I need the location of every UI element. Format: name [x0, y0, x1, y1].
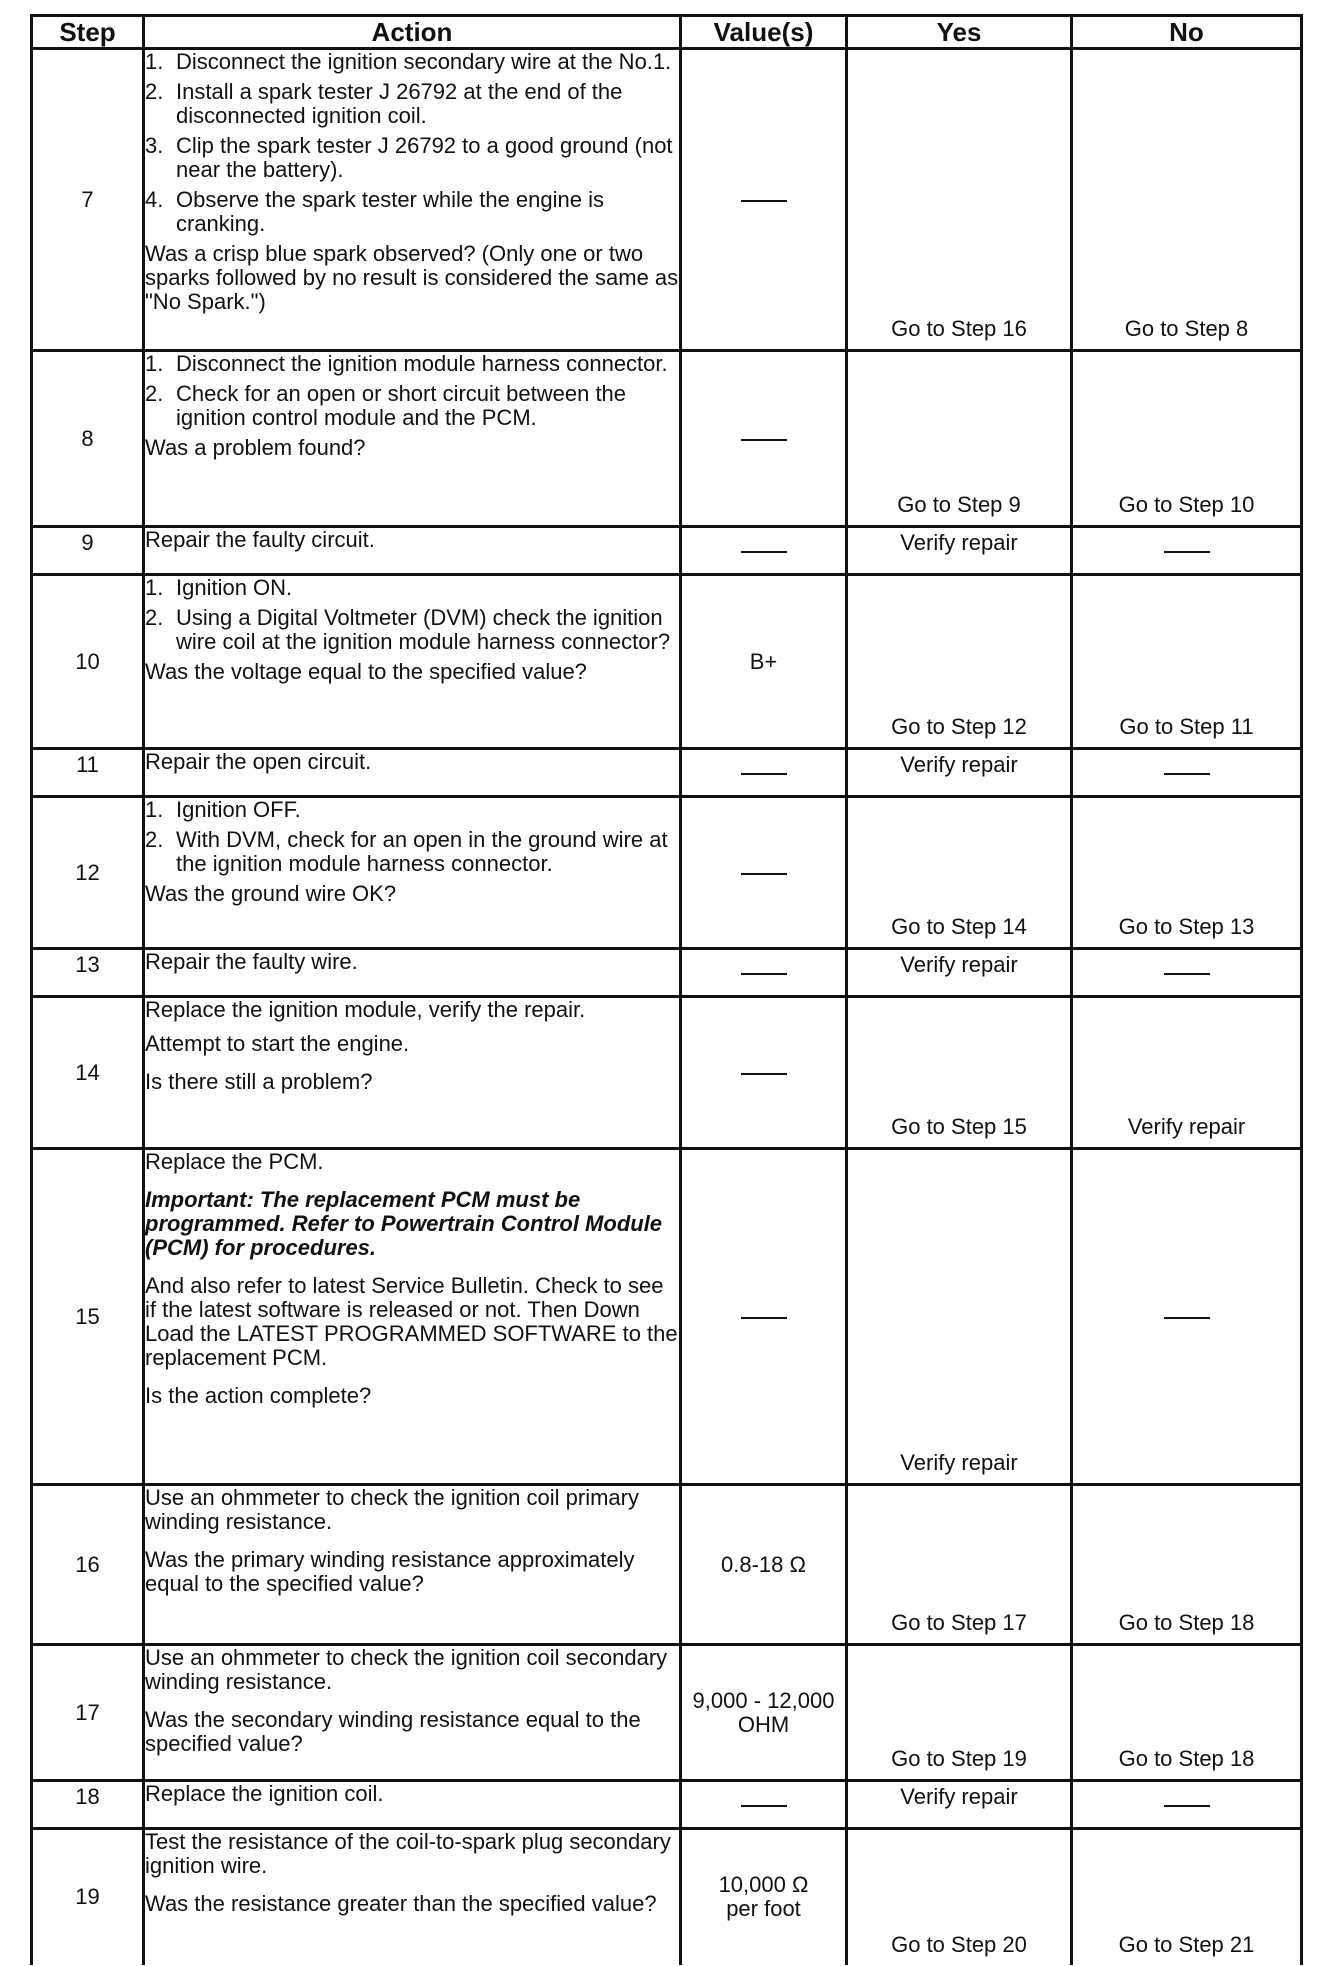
question-text: Was the ground wire OK?	[145, 881, 397, 906]
action-cell	[144, 351, 681, 527]
action-cell	[144, 797, 681, 949]
no-cell	[1072, 49, 1302, 351]
no-cell	[1072, 527, 1302, 575]
yes-cell	[847, 1149, 1072, 1485]
value-cell	[681, 749, 847, 797]
yes-result: Go to Step 15	[891, 1114, 1027, 1139]
item-text: Check for an open or short circuit between the ignition control module and the PCM.	[176, 381, 627, 430]
yes-cell	[847, 749, 1072, 797]
question-text: Was the secondary winding resistance equal to the specified value?	[145, 1707, 641, 1756]
value-cell: 0.8-18 Ω	[681, 1485, 847, 1645]
table-row	[32, 949, 1302, 997]
empty-dash	[741, 439, 787, 441]
empty-dash	[741, 551, 787, 553]
no-cell	[1072, 351, 1302, 527]
table-row	[32, 1149, 1302, 1485]
yes-result: Go to Step 12	[891, 714, 1027, 739]
action-cell	[144, 575, 681, 749]
yes-cell	[847, 997, 1072, 1149]
action-text: Use an ohmmeter to check the ignition coil primary winding resistance.	[145, 1485, 639, 1534]
item-text: Install a spark tester J 26792 at the end of the disconnected ignition coil.	[176, 79, 623, 128]
question-text: Is the action complete?	[145, 1383, 372, 1408]
item-number: 2.	[145, 827, 164, 852]
no-result: Go to Step 21	[1118, 1931, 1255, 1957]
step-number: 17	[32, 1645, 144, 1781]
step-number: 12	[32, 797, 144, 949]
yes-result: Go to Step 9	[897, 492, 1021, 517]
value-cell	[681, 1781, 847, 1829]
action-cell	[144, 1829, 681, 1965]
table-row	[32, 749, 1302, 797]
action-text: Test the resistance of the coil-to-spark plug secondary ignition wire.	[145, 1829, 671, 1878]
no-cell	[1072, 997, 1302, 1149]
question-text: Was the voltage equal to the specified value?	[145, 659, 587, 684]
action-cell	[144, 949, 681, 997]
value-cell	[681, 1149, 847, 1485]
yes-result: Verify repair	[900, 952, 1018, 977]
table-row	[32, 997, 1302, 1149]
no-result: Verify repair	[1127, 1114, 1246, 1139]
table-row	[32, 1645, 1302, 1781]
yes-cell	[847, 1485, 1072, 1645]
item-text: Observe the spark tester while the engine is cranking.	[176, 187, 605, 236]
value-cell	[681, 351, 847, 527]
value-cell: 9,000 - 12,000 OHM	[681, 1645, 847, 1781]
header-no: No	[1072, 16, 1302, 49]
diagnostic-table	[30, 14, 1303, 1965]
item-text: Clip the spark tester J 26792 to a good ground (not near the battery).	[176, 133, 673, 182]
action-cell	[144, 749, 681, 797]
value-cell: 10,000 Ω per foot	[681, 1829, 847, 1965]
important-note: Important: The replacement PCM must be programmed. Refer to Powertrain Control Module (PCM) for procedures.	[145, 1187, 663, 1260]
action-cell	[144, 1645, 681, 1781]
step-number: 13	[32, 949, 144, 997]
action-text: Replace the PCM.	[145, 1149, 324, 1174]
no-cell	[1072, 1829, 1302, 1965]
header-yes: Yes	[847, 16, 1072, 49]
empty-dash	[1164, 973, 1210, 975]
item-number: 4.	[145, 187, 164, 212]
step-number: 8	[32, 351, 144, 527]
header-step: Step	[32, 16, 144, 49]
action-cell	[144, 1485, 681, 1645]
table-row	[32, 527, 1302, 575]
item-number: 2.	[145, 605, 164, 630]
table-row	[32, 351, 1302, 527]
step-number: 16	[32, 1485, 144, 1645]
no-result: Go to Step 8	[1124, 316, 1249, 341]
value-cell	[681, 949, 847, 997]
action-cell	[144, 49, 681, 351]
action-text: Repair the open circuit.	[145, 749, 372, 774]
action-text: Repair the faulty circuit.	[145, 527, 375, 552]
item-text: Ignition ON.	[176, 575, 293, 600]
step-number: 11	[32, 749, 144, 797]
no-cell	[1072, 949, 1302, 997]
item-number: 3.	[145, 133, 164, 158]
yes-cell	[847, 49, 1072, 351]
action-cell	[144, 527, 681, 575]
action-text: Attempt to start the engine.	[145, 1031, 410, 1056]
header-action: Action	[144, 16, 681, 49]
action-text: Replace the ignition coil.	[145, 1781, 384, 1806]
table-row	[32, 49, 1302, 351]
empty-dash	[1164, 1805, 1210, 1807]
yes-result: Go to Step 19	[891, 1746, 1027, 1771]
item-text: With DVM, check for an open in the ground wire at the ignition module harness connector.	[176, 827, 668, 876]
action-text: And also refer to latest Service Bulletin. Check to see if the latest software is released or not. Then Down Load the LATEST PROGRAMMED SOFTWARE to the replacement PCM.	[145, 1273, 678, 1370]
empty-dash	[741, 873, 787, 875]
header-values: Value(s)	[681, 16, 847, 49]
empty-dash	[1164, 551, 1210, 553]
step-number: 10	[32, 575, 144, 749]
item-number: 1.	[145, 351, 164, 376]
no-cell	[1072, 749, 1302, 797]
item-number: 1.	[145, 575, 164, 600]
question-text: Was a problem found?	[145, 435, 366, 460]
empty-dash	[741, 1073, 787, 1075]
yes-result: Verify repair	[900, 1450, 1018, 1475]
yes-cell	[847, 351, 1072, 527]
no-cell	[1072, 1781, 1302, 1829]
yes-cell	[847, 575, 1072, 749]
table-row	[32, 575, 1302, 749]
question-text: Is there still a problem?	[145, 1069, 373, 1094]
yes-cell	[847, 1829, 1072, 1965]
value-cell	[681, 997, 847, 1149]
table-row	[32, 1485, 1302, 1645]
value-cell	[681, 49, 847, 351]
yes-cell	[847, 1645, 1072, 1781]
item-number: 2.	[145, 79, 164, 104]
yes-result: Go to Step 20	[891, 1931, 1027, 1957]
step-number: 19	[32, 1829, 144, 1965]
table-row	[32, 797, 1302, 949]
action-cell	[144, 1149, 681, 1485]
empty-dash	[741, 200, 787, 202]
yes-result: Verify repair	[900, 752, 1018, 777]
item-text: Disconnect the ignition module harness connector.	[176, 351, 668, 376]
no-cell	[1072, 1485, 1302, 1645]
item-number: 1.	[145, 797, 164, 822]
empty-dash	[741, 773, 787, 775]
yes-result: Go to Step 16	[891, 316, 1027, 341]
header-row	[32, 16, 1302, 49]
value-cell	[681, 527, 847, 575]
step-number: 14	[32, 997, 144, 1149]
no-cell	[1072, 1645, 1302, 1781]
empty-dash	[741, 1317, 787, 1319]
yes-cell	[847, 949, 1072, 997]
step-number: 7	[32, 49, 144, 351]
item-number: 1.	[145, 49, 164, 74]
no-result: Go to Step 18	[1118, 1746, 1255, 1771]
no-result: Go to Step 11	[1119, 714, 1254, 739]
item-text: Ignition OFF.	[176, 797, 301, 822]
action-cell	[144, 1781, 681, 1829]
no-result: Go to Step 18	[1118, 1610, 1255, 1635]
action-text: Use an ohmmeter to check the ignition coil secondary winding resistance.	[145, 1645, 668, 1694]
no-result: Go to Step 13	[1118, 914, 1255, 939]
item-number: 2.	[145, 381, 164, 406]
yes-cell	[847, 527, 1072, 575]
step-number: 18	[32, 1781, 144, 1829]
no-cell	[1072, 575, 1302, 749]
yes-result: Verify repair	[900, 1784, 1018, 1809]
yes-result: Go to Step 17	[891, 1610, 1027, 1635]
action-text: Repair the faulty wire.	[145, 949, 358, 974]
no-cell	[1072, 1149, 1302, 1485]
no-result: Go to Step 10	[1118, 492, 1255, 517]
question-text: Was the resistance greater than the specified value?	[145, 1891, 657, 1916]
yes-cell	[847, 797, 1072, 949]
action-cell	[144, 997, 681, 1149]
value-cell: B+	[681, 575, 847, 749]
yes-cell	[847, 1781, 1072, 1829]
step-number: 9	[32, 527, 144, 575]
table-row	[32, 1781, 1302, 1829]
empty-dash	[1164, 1317, 1210, 1319]
empty-dash	[741, 1805, 787, 1807]
question-text: Was the primary winding resistance approximately equal to the specified value?	[145, 1547, 635, 1596]
no-cell	[1072, 797, 1302, 949]
empty-dash	[1164, 773, 1210, 775]
item-text: Using a Digital Voltmeter (DVM) check the ignition wire coil at the ignition module harness connector?	[176, 605, 671, 654]
yes-result: Verify repair	[900, 530, 1018, 555]
table-row	[32, 1829, 1302, 1965]
step-number: 15	[32, 1149, 144, 1485]
yes-result: Go to Step 14	[891, 914, 1027, 939]
empty-dash	[741, 973, 787, 975]
question-text: Was a crisp blue spark observed? (Only one or two sparks followed by no result is considered the same as "No Spark.")	[145, 241, 679, 314]
action-text: Replace the ignition module, verify the repair.	[145, 997, 586, 1022]
item-text: Disconnect the ignition secondary wire at the No.1.	[176, 49, 672, 74]
value-cell	[681, 797, 847, 949]
